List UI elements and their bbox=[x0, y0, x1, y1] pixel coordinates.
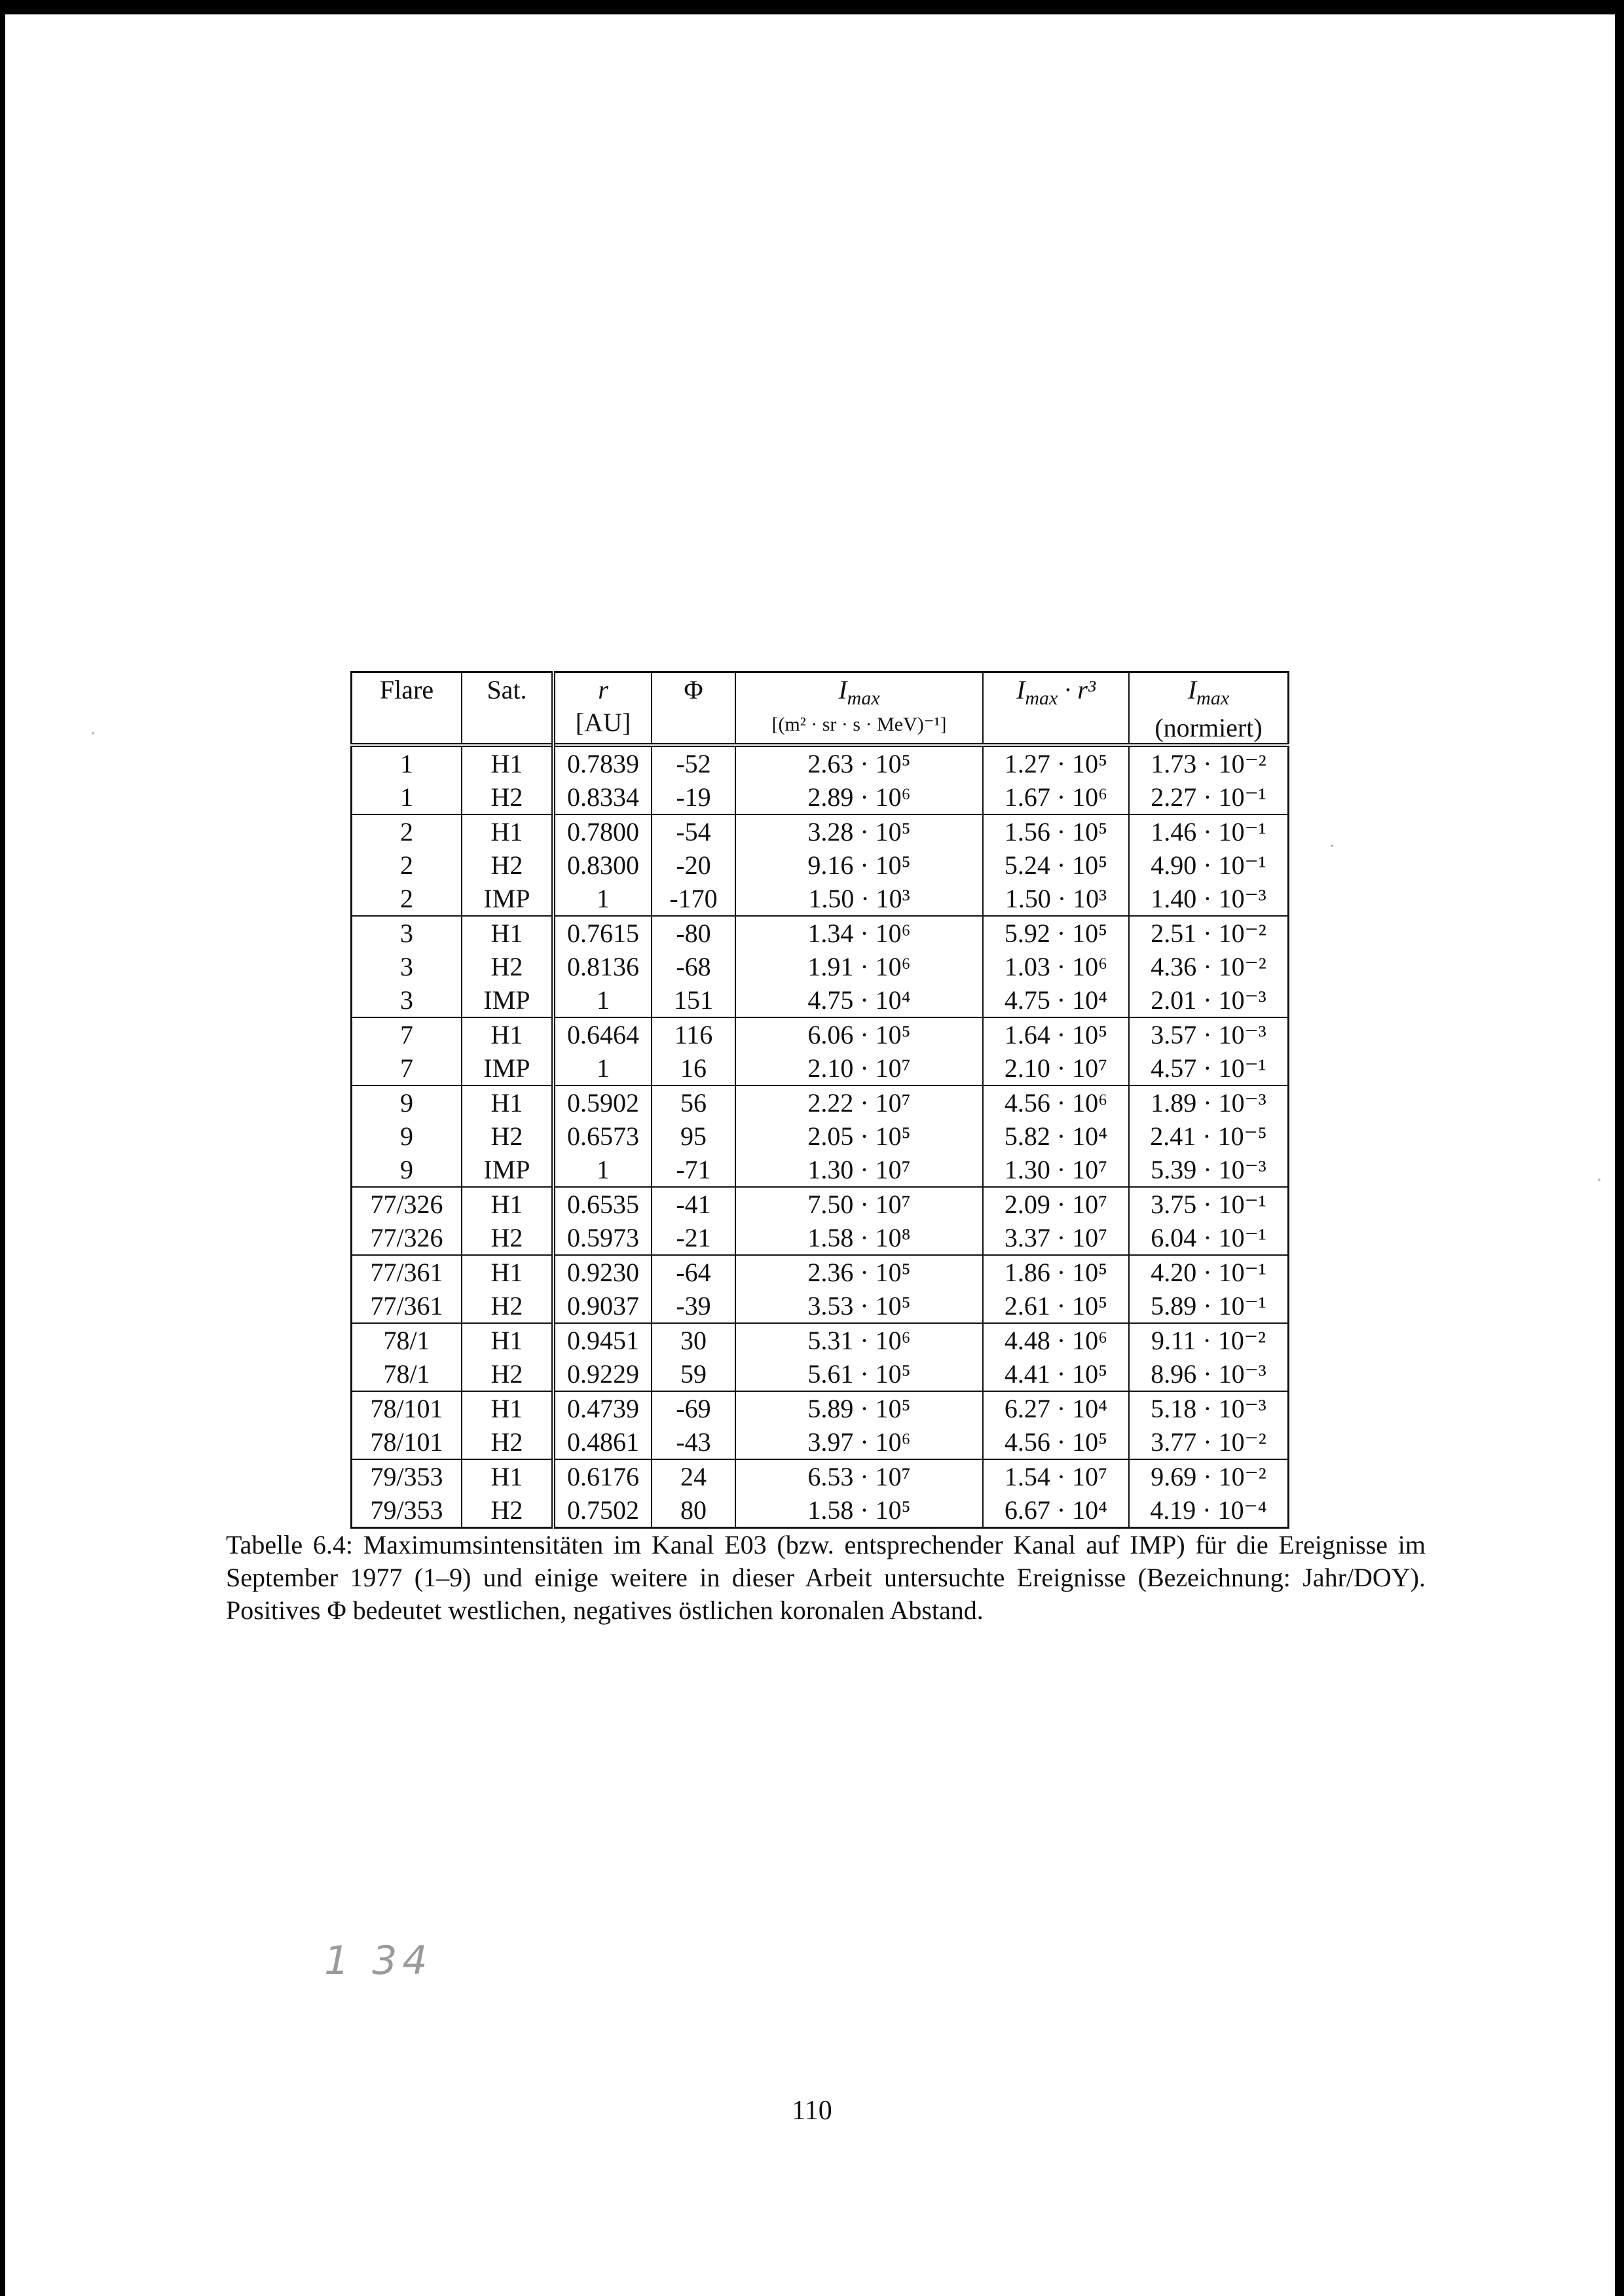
scan-speck bbox=[1331, 845, 1333, 847]
table-row bbox=[352, 950, 1289, 983]
cell-r: 0.9229 bbox=[553, 1357, 652, 1391]
cell-r: 0.7502 bbox=[553, 1493, 652, 1528]
cell-imax-r3: 2.61 · 10⁵ bbox=[983, 1289, 1129, 1323]
cell-phi: -71 bbox=[652, 1153, 735, 1187]
cell-r: 1 bbox=[553, 882, 652, 916]
cell-imax: 2.22 · 10⁷ bbox=[735, 1085, 983, 1120]
flare-intensity-table bbox=[350, 671, 1289, 1529]
cell-imax-r3: 4.48 · 10⁶ bbox=[983, 1323, 1129, 1357]
header-imax-symbol: I bbox=[838, 675, 847, 704]
cell-phi: 151 bbox=[652, 983, 735, 1017]
cell-sat: IMP bbox=[462, 882, 553, 916]
table-row bbox=[352, 983, 1289, 1017]
header-r bbox=[553, 672, 652, 746]
cell-phi: -68 bbox=[652, 950, 735, 983]
cell-flare: 3 bbox=[352, 950, 462, 983]
cell-norm: 9.11 · 10⁻² bbox=[1129, 1323, 1289, 1357]
cell-imax: 4.75 · 10⁴ bbox=[735, 983, 983, 1017]
cell-imax: 3.97 · 10⁶ bbox=[735, 1425, 983, 1459]
table-row bbox=[352, 1323, 1289, 1357]
cell-imax-r3: 3.37 · 10⁷ bbox=[983, 1221, 1129, 1255]
cell-sat: H1 bbox=[462, 1323, 553, 1357]
cell-phi: -41 bbox=[652, 1187, 735, 1221]
header-sat bbox=[462, 672, 553, 746]
cell-imax-r3: 5.92 · 10⁵ bbox=[983, 916, 1129, 950]
cell-norm: 1.46 · 10⁻¹ bbox=[1129, 814, 1289, 848]
cell-flare: 78/1 bbox=[352, 1323, 462, 1357]
cell-r: 0.6535 bbox=[553, 1187, 652, 1221]
table-row bbox=[352, 1187, 1289, 1221]
cell-flare: 1 bbox=[352, 780, 462, 814]
cell-norm: 4.19 · 10⁻⁴ bbox=[1129, 1493, 1289, 1528]
cell-norm: 5.18 · 10⁻³ bbox=[1129, 1391, 1289, 1425]
table-row bbox=[352, 1153, 1289, 1187]
cell-imax: 2.36 · 10⁵ bbox=[735, 1255, 983, 1289]
cell-norm: 3.75 · 10⁻¹ bbox=[1129, 1187, 1289, 1221]
cell-imax-r3: 1.50 · 10³ bbox=[983, 882, 1129, 916]
cell-flare: 77/326 bbox=[352, 1187, 462, 1221]
cell-r: 0.7800 bbox=[553, 814, 652, 848]
cell-sat: H1 bbox=[462, 916, 553, 950]
header-imax-sub: max bbox=[847, 687, 880, 709]
cell-phi: 56 bbox=[652, 1085, 735, 1120]
cell-imax: 5.89 · 10⁵ bbox=[735, 1391, 983, 1425]
header-norm-sub: max bbox=[1196, 687, 1230, 709]
cell-imax: 2.89 · 10⁶ bbox=[735, 780, 983, 814]
cell-sat: H1 bbox=[462, 814, 553, 848]
cell-flare: 78/1 bbox=[352, 1357, 462, 1391]
header-normalized bbox=[1129, 672, 1289, 746]
scan-border-top bbox=[0, 0, 1624, 14]
cell-flare: 77/326 bbox=[352, 1221, 462, 1255]
cell-sat: H2 bbox=[462, 1120, 553, 1153]
cell-phi: -43 bbox=[652, 1425, 735, 1459]
cell-phi: 95 bbox=[652, 1120, 735, 1153]
cell-phi: -19 bbox=[652, 780, 735, 814]
cell-phi: -80 bbox=[652, 916, 735, 950]
cell-imax-r3: 1.27 · 10⁵ bbox=[983, 745, 1129, 780]
header-phi: Φ bbox=[652, 672, 735, 746]
cell-sat: IMP bbox=[462, 1051, 553, 1085]
table-row bbox=[352, 1017, 1289, 1051]
cell-r: 0.4861 bbox=[553, 1425, 652, 1459]
scan-border-right bbox=[1615, 0, 1624, 2296]
cell-phi: -170 bbox=[652, 882, 735, 916]
cell-r: 1 bbox=[553, 1153, 652, 1187]
cell-imax-r3: 6.27 · 10⁴ bbox=[983, 1391, 1129, 1425]
cell-sat: H1 bbox=[462, 1187, 553, 1221]
cell-r: 0.7839 bbox=[553, 745, 652, 780]
cell-flare: 78/101 bbox=[352, 1425, 462, 1459]
cell-norm: 3.77 · 10⁻² bbox=[1129, 1425, 1289, 1459]
table-row bbox=[352, 1289, 1289, 1323]
header-imax-r3-sub: max bbox=[1025, 687, 1058, 709]
scan-speck bbox=[1598, 1178, 1600, 1181]
cell-norm: 4.36 · 10⁻² bbox=[1129, 950, 1289, 983]
cell-imax: 6.06 · 10⁵ bbox=[735, 1017, 983, 1051]
table-body bbox=[352, 745, 1289, 1528]
cell-norm: 2.01 · 10⁻³ bbox=[1129, 983, 1289, 1017]
cell-phi: 16 bbox=[652, 1051, 735, 1085]
cell-norm: 2.41 · 10⁻⁵ bbox=[1129, 1120, 1289, 1153]
cell-imax-r3: 4.75 · 10⁴ bbox=[983, 983, 1129, 1017]
cell-norm: 8.96 · 10⁻³ bbox=[1129, 1357, 1289, 1391]
cell-imax-r3: 1.67 · 10⁶ bbox=[983, 780, 1129, 814]
cell-norm: 1.73 · 10⁻² bbox=[1129, 745, 1289, 780]
cell-norm: 4.57 · 10⁻¹ bbox=[1129, 1051, 1289, 1085]
cell-flare: 3 bbox=[352, 916, 462, 950]
cell-flare: 9 bbox=[352, 1153, 462, 1187]
table-row bbox=[352, 882, 1289, 916]
table-row bbox=[352, 1120, 1289, 1153]
cell-r: 1 bbox=[553, 983, 652, 1017]
header-r-symbol: r bbox=[598, 675, 608, 704]
cell-norm: 6.04 · 10⁻¹ bbox=[1129, 1221, 1289, 1255]
cell-imax: 2.63 · 10⁵ bbox=[735, 745, 983, 780]
cell-sat: H2 bbox=[462, 1357, 553, 1391]
cell-norm: 5.89 · 10⁻¹ bbox=[1129, 1289, 1289, 1323]
scan-border-left bbox=[0, 0, 5, 2296]
cell-phi: -54 bbox=[652, 814, 735, 848]
cell-flare: 77/361 bbox=[352, 1255, 462, 1289]
cell-norm: 4.90 · 10⁻¹ bbox=[1129, 848, 1289, 882]
cell-flare: 9 bbox=[352, 1120, 462, 1153]
cell-r: 0.5973 bbox=[553, 1221, 652, 1255]
cell-imax-r3: 1.03 · 10⁶ bbox=[983, 950, 1129, 983]
table-row bbox=[352, 1493, 1289, 1528]
cell-sat: H2 bbox=[462, 1425, 553, 1459]
cell-phi: -21 bbox=[652, 1221, 735, 1255]
cell-r: 0.8334 bbox=[553, 780, 652, 814]
table-row bbox=[352, 814, 1289, 848]
scan-speck bbox=[92, 732, 94, 735]
handwritten-note: 1 34 bbox=[324, 1938, 433, 1984]
cell-imax-r3: 4.56 · 10⁶ bbox=[983, 1085, 1129, 1120]
header-imax bbox=[735, 672, 983, 746]
cell-flare: 2 bbox=[352, 848, 462, 882]
cell-imax-r3: 1.86 · 10⁵ bbox=[983, 1255, 1129, 1289]
header-flare: Flare bbox=[352, 672, 462, 746]
cell-phi: 59 bbox=[652, 1357, 735, 1391]
cell-sat: H1 bbox=[462, 1017, 553, 1051]
cell-norm: 1.40 · 10⁻³ bbox=[1129, 882, 1289, 916]
cell-r: 0.7615 bbox=[553, 916, 652, 950]
cell-sat: H2 bbox=[462, 1221, 553, 1255]
cell-imax: 2.05 · 10⁵ bbox=[735, 1120, 983, 1153]
cell-r: 0.8136 bbox=[553, 950, 652, 983]
header-norm-unit: (normiert) bbox=[1154, 713, 1263, 742]
cell-flare: 2 bbox=[352, 814, 462, 848]
cell-phi: 80 bbox=[652, 1493, 735, 1528]
cell-imax-r3: 4.41 · 10⁵ bbox=[983, 1357, 1129, 1391]
table-caption: Tabelle 6.4: Maximumsintensitäten im Kanal E03 (bzw. entsprechender Kanal auf IMP) für die Ereignisse im September 1977 (1–9) und einige weitere in dieser Arbeit untersuchte Ereignisse (Bezeichnung: Jahr/DOY). Positives Φ bedeutet westlichen, negatives östlichen koronalen Abstand. bbox=[226, 1530, 1426, 1625]
header-sat-label: Sat. bbox=[487, 675, 527, 704]
table-row bbox=[352, 745, 1289, 780]
cell-norm: 3.57 · 10⁻³ bbox=[1129, 1017, 1289, 1051]
cell-imax-r3: 1.56 · 10⁵ bbox=[983, 814, 1129, 848]
cell-imax-r3: 2.10 · 10⁷ bbox=[983, 1051, 1129, 1085]
cell-sat: H1 bbox=[462, 1255, 553, 1289]
cell-imax: 5.31 · 10⁶ bbox=[735, 1323, 983, 1357]
cell-imax-r3: 5.82 · 10⁴ bbox=[983, 1120, 1129, 1153]
cell-imax-r3: 2.09 · 10⁷ bbox=[983, 1187, 1129, 1221]
cell-flare: 9 bbox=[352, 1085, 462, 1120]
table-row bbox=[352, 916, 1289, 950]
cell-phi: -64 bbox=[652, 1255, 735, 1289]
cell-sat: H1 bbox=[462, 1391, 553, 1425]
cell-flare: 77/361 bbox=[352, 1289, 462, 1323]
table-row bbox=[352, 848, 1289, 882]
cell-r: 0.4739 bbox=[553, 1391, 652, 1425]
cell-flare: 3 bbox=[352, 983, 462, 1017]
cell-r: 0.8300 bbox=[553, 848, 652, 882]
header-imax-r3-tail: · r³ bbox=[1058, 675, 1096, 704]
cell-r: 0.5902 bbox=[553, 1085, 652, 1120]
table-row bbox=[352, 1085, 1289, 1120]
cell-imax: 1.34 · 10⁶ bbox=[735, 916, 983, 950]
table-row bbox=[352, 1221, 1289, 1255]
cell-norm: 4.20 · 10⁻¹ bbox=[1129, 1255, 1289, 1289]
cell-sat: H1 bbox=[462, 1459, 553, 1493]
cell-phi: -69 bbox=[652, 1391, 735, 1425]
cell-imax-r3: 4.56 · 10⁵ bbox=[983, 1425, 1129, 1459]
table-row bbox=[352, 1459, 1289, 1493]
cell-sat: H1 bbox=[462, 1085, 553, 1120]
cell-sat: IMP bbox=[462, 983, 553, 1017]
cell-flare: 79/353 bbox=[352, 1459, 462, 1493]
cell-sat: H1 bbox=[462, 745, 553, 780]
cell-imax: 1.58 · 10⁵ bbox=[735, 1493, 983, 1528]
cell-r: 1 bbox=[553, 1051, 652, 1085]
cell-imax: 5.61 · 10⁵ bbox=[735, 1357, 983, 1391]
cell-phi: -52 bbox=[652, 745, 735, 780]
cell-norm: 2.51 · 10⁻² bbox=[1129, 916, 1289, 950]
cell-norm: 1.89 · 10⁻³ bbox=[1129, 1085, 1289, 1120]
cell-phi: 30 bbox=[652, 1323, 735, 1357]
cell-imax: 9.16 · 10⁵ bbox=[735, 848, 983, 882]
cell-flare: 1 bbox=[352, 745, 462, 780]
table-row bbox=[352, 1425, 1289, 1459]
cell-imax-r3: 1.54 · 10⁷ bbox=[983, 1459, 1129, 1493]
header-norm-symbol: I bbox=[1187, 675, 1197, 704]
table-row bbox=[352, 1357, 1289, 1391]
cell-sat: H2 bbox=[462, 1289, 553, 1323]
cell-sat: H2 bbox=[462, 1493, 553, 1528]
cell-flare: 7 bbox=[352, 1051, 462, 1085]
cell-r: 0.6464 bbox=[553, 1017, 652, 1051]
cell-flare: 7 bbox=[352, 1017, 462, 1051]
cell-sat: H2 bbox=[462, 950, 553, 983]
header-r-unit: [AU] bbox=[575, 708, 631, 737]
cell-phi: 24 bbox=[652, 1459, 735, 1493]
cell-r: 0.9230 bbox=[553, 1255, 652, 1289]
cell-imax-r3: 1.64 · 10⁵ bbox=[983, 1017, 1129, 1051]
table-row bbox=[352, 780, 1289, 814]
cell-r: 0.9451 bbox=[553, 1323, 652, 1357]
header-imax-r3 bbox=[983, 672, 1129, 746]
cell-r: 0.6176 bbox=[553, 1459, 652, 1493]
page-number: 110 bbox=[792, 2096, 832, 2126]
table-row bbox=[352, 1051, 1289, 1085]
header-imax-r3-symbol: I bbox=[1016, 675, 1025, 704]
cell-imax: 3.53 · 10⁵ bbox=[735, 1289, 983, 1323]
cell-phi: 116 bbox=[652, 1017, 735, 1051]
cell-imax: 6.53 · 10⁷ bbox=[735, 1459, 983, 1493]
cell-imax: 3.28 · 10⁵ bbox=[735, 814, 983, 848]
cell-norm: 2.27 · 10⁻¹ bbox=[1129, 780, 1289, 814]
cell-flare: 78/101 bbox=[352, 1391, 462, 1425]
cell-sat: IMP bbox=[462, 1153, 553, 1187]
cell-phi: -39 bbox=[652, 1289, 735, 1323]
cell-imax: 1.91 · 10⁶ bbox=[735, 950, 983, 983]
cell-imax: 7.50 · 10⁷ bbox=[735, 1187, 983, 1221]
table-header-row bbox=[352, 672, 1289, 746]
cell-imax: 2.10 · 10⁷ bbox=[735, 1051, 983, 1085]
cell-norm: 9.69 · 10⁻² bbox=[1129, 1459, 1289, 1493]
cell-imax: 1.30 · 10⁷ bbox=[735, 1153, 983, 1187]
cell-r: 0.6573 bbox=[553, 1120, 652, 1153]
cell-flare: 2 bbox=[352, 882, 462, 916]
cell-imax-r3: 1.30 · 10⁷ bbox=[983, 1153, 1129, 1187]
table-row bbox=[352, 1391, 1289, 1425]
cell-imax-r3: 6.67 · 10⁴ bbox=[983, 1493, 1129, 1528]
table-row bbox=[352, 1255, 1289, 1289]
header-imax-unit: [(m² · sr · s · MeV)⁻¹] bbox=[771, 714, 947, 735]
cell-imax: 1.50 · 10³ bbox=[735, 882, 983, 916]
cell-imax: 1.58 · 10⁸ bbox=[735, 1221, 983, 1255]
cell-flare: 79/353 bbox=[352, 1493, 462, 1528]
cell-imax-r3: 5.24 · 10⁵ bbox=[983, 848, 1129, 882]
cell-sat: H2 bbox=[462, 780, 553, 814]
cell-sat: H2 bbox=[462, 848, 553, 882]
cell-phi: -20 bbox=[652, 848, 735, 882]
cell-r: 0.9037 bbox=[553, 1289, 652, 1323]
cell-norm: 5.39 · 10⁻³ bbox=[1129, 1153, 1289, 1187]
